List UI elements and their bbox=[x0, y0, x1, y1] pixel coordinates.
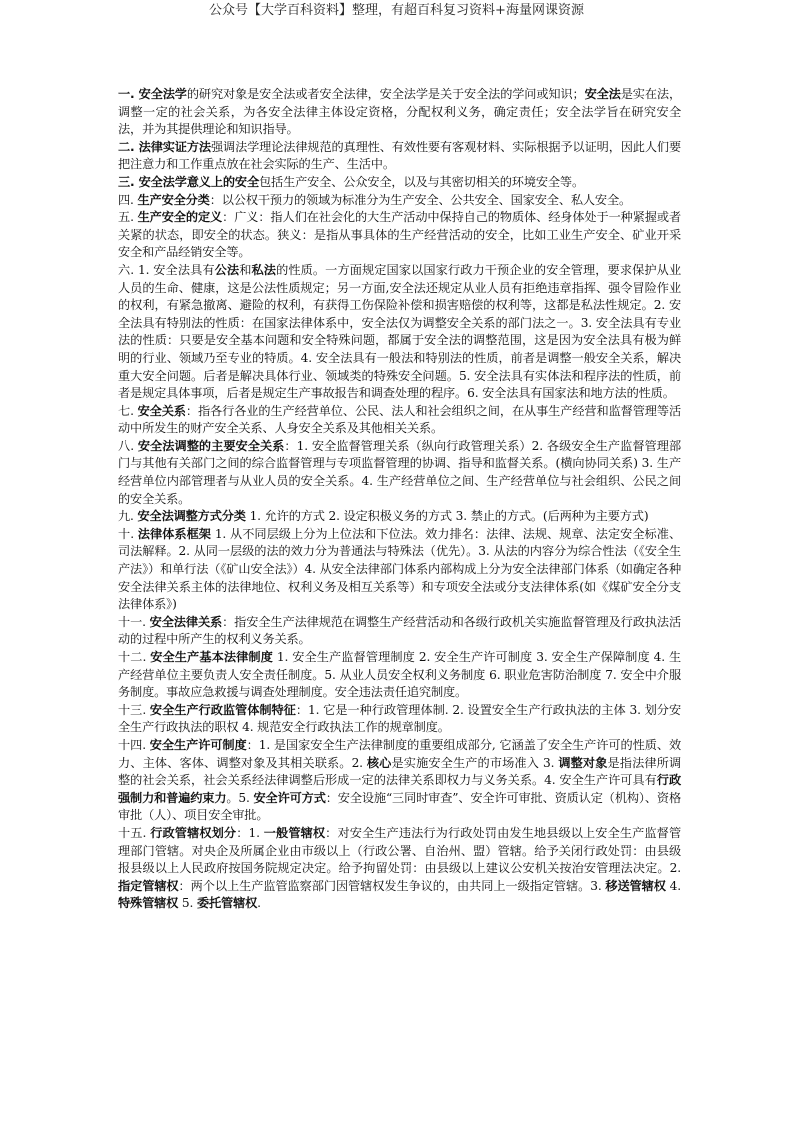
bold-term: 安全关系 bbox=[137, 403, 186, 418]
paragraph-1 bbox=[118, 86, 681, 139]
paragraph-7 bbox=[118, 403, 681, 438]
bold-term: 安全生产行政监管体制特征 bbox=[149, 702, 296, 717]
paragraph-text: 1. 允许的方式 2. 设定积极义务的方式 3. 禁止的方式。(后两种为主要方式) bbox=[245, 509, 649, 524]
paragraph-text: 六. 1. 安全法具有 bbox=[118, 262, 215, 277]
paragraph-5 bbox=[118, 209, 681, 262]
paragraph-14 bbox=[118, 737, 681, 825]
bold-term: 三. 安全法学意义上的安全 bbox=[118, 174, 259, 189]
paragraph-text: ：1. 安全监督管理关系（纵向行政管理关系）2. 各级安全生产监督管理部门与其他有关部门之间的综合监督管理与专项监督管理的协调、指导和监督关系。(横向协同关系) 3. 生产经营单位内部管理者与从业人员的安全关系。4. 生产经营单位之间、生产经营单位与社会组织、公民之间的安全关系。 bbox=[118, 438, 682, 506]
paragraph-11 bbox=[118, 614, 681, 649]
paragraph-text: 十. bbox=[118, 526, 138, 541]
paragraph-text: 是实施安全生产的市场准入 3. bbox=[391, 755, 559, 770]
bold-term: 一般管辖权 bbox=[263, 825, 326, 840]
paragraph-6 bbox=[118, 262, 681, 403]
bold-term: 安全生产许可制度 bbox=[149, 737, 247, 752]
document-body bbox=[118, 86, 681, 913]
paragraph-text: 1. 从不同层级上分为上位法和下位法。效力排名：法律、法规、规章、法定安全标准、司法解释。2. 从同一层级的法的效力分为普通法与特殊法（优先）。3. 从法的内容分为综合性法（《安全生产法》）和单行法（《矿山安全法》）4. 从安全法律部门体系内部构成上分为安全法律部门体系（如确定各种安全法律关系主体的法律地位、权利义务及相互关系等）和专项安全法或分支法律体系(如《煤矿安全分支法律体系》) bbox=[118, 526, 681, 612]
paragraph-8 bbox=[118, 438, 681, 508]
paragraph-3 bbox=[118, 174, 681, 192]
paragraph-text: 十五. bbox=[118, 825, 151, 840]
bold-term: 调整对象 bbox=[558, 755, 608, 770]
paragraph-text: ：安全设施“三同时审查”、安全许可审批、资质认定（机构）、资格审批（人）、项目安全审批。 bbox=[118, 790, 681, 823]
bold-term: 委托管辖权 bbox=[196, 896, 258, 911]
paragraph-4 bbox=[118, 192, 681, 210]
paragraph-text: ：以公权干预力的领域为标准分为生产安全、公共安全、国家安全、私人安全。 bbox=[209, 192, 632, 207]
bold-term: 指定管辖权 bbox=[118, 878, 179, 893]
paragraph-2 bbox=[118, 139, 681, 174]
paragraph-12 bbox=[118, 649, 681, 702]
paragraph-text: 强调法学理论法律规范的真理性、有效性要有客观材料、实际根据予以证明，因此人们要把注意力和工作重点放在社会实际的生产、生活中。 bbox=[118, 139, 681, 172]
paragraph-text: ：1. bbox=[236, 825, 264, 840]
bold-term: 一. bbox=[118, 87, 139, 101]
bold-term: 安全法学 bbox=[138, 87, 187, 101]
bold-term: 核心 bbox=[366, 755, 392, 770]
paragraph-text: 十一. bbox=[118, 614, 150, 629]
paragraph-15 bbox=[118, 825, 681, 913]
paragraph-text: 是指法律所调整的社会关系，社会关系经法律调整后形成一定的法律关系即权力与义务关系。4. 安全生产许可具有 bbox=[118, 755, 682, 788]
bold-term: 法律体系框架 bbox=[137, 526, 211, 541]
paragraph-text: . bbox=[257, 896, 261, 911]
paragraph-text: 1. 安全生产监督管理制度 2. 安全生产许可制度 3. 安全生产保障制度 4. 生产经营单位主要负责人安全责任制度。5. 从业人员安全权利义务制度 6. 职业危害防治制度 7. 安全中介服务制度。事故应急救援与调查处理制度。安全违法责任追究制度。 bbox=[118, 650, 682, 700]
bold-term: 特殊管辖权 bbox=[118, 896, 179, 911]
bold-term: 安全许可方式 bbox=[253, 790, 326, 805]
bold-term: 安全法调整的主要安全关系 bbox=[137, 438, 285, 453]
paragraph-13 bbox=[118, 702, 681, 737]
bold-term: 移送管辖权 bbox=[605, 878, 666, 893]
page-header: 公众号【大学百科资料】整理，有超百科复习资料+海量网课资源 bbox=[209, 3, 584, 18]
bold-term: 安全法 bbox=[584, 87, 621, 101]
paragraph-text: ：广义：指人们在社会化的大生产活动中保持自己的物质体、经身体处于一种紧握或者关紧的状态，即安全的状态。狭义：是指从事具体的生产经营活动的安全，比如工业生产安全、矿业开采安全和产品经销安全等。 bbox=[118, 210, 681, 260]
paragraph-text: ：两个以上生产监管监察部门因管辖权发生争议的，由共同上一级指定管辖。3. bbox=[178, 878, 606, 893]
paragraph-text: 5. bbox=[178, 896, 197, 911]
bold-term: 安全法调整方式分类 bbox=[137, 509, 246, 524]
paragraph-text: ：指安全生产法律规范在调整生产经营活动和各级行政机关实施监督管理及行政执法活动的过程中所产生的权利义务关系。 bbox=[118, 614, 681, 647]
paragraph-text: ：1. 它是一种行政管理体制. 2. 设置安全生产行政执法的主体 3. 划分安全生产行政执法的职权 4. 规范安全行政执法工作的规章制度。 bbox=[118, 702, 682, 735]
paragraph-text: ：对安全生产违法行为行政处罚由发生地县级以上安全生产监督管理部门管辖。对央企及所属企业由市级以上（行政公署、自治州、盟）管辖。给予关闭行政处罚：由县级报县级以上人民政府按国务院规定决定。给予拘留处罚：由县级以上建议公安机关按治安管理法决定。2. bbox=[118, 825, 681, 876]
paragraph-text: 十三. bbox=[118, 702, 150, 717]
paragraph-text: ：1. 是国家安全生产法律制度的重要组成部分, 它涵盖了安全生产许可的性质、效力、主体、客体、调整对象及其相关联系。2. bbox=[118, 737, 681, 770]
bold-term: 私法 bbox=[251, 262, 277, 277]
paragraph-text: 十四. bbox=[118, 737, 150, 752]
paragraph-text: 。5. bbox=[226, 790, 254, 805]
paragraph-text: 八. bbox=[118, 438, 138, 453]
bold-term: 生产安全分类 bbox=[137, 192, 210, 207]
paragraph-10 bbox=[118, 526, 681, 614]
paragraph-text: 包括生产安全、公众安全，以及与其密切相关的环境安全等。 bbox=[259, 174, 585, 189]
paragraph-text: 十二. bbox=[118, 650, 151, 664]
paragraph-text: 的性质。一方面规定国家以国家行政力干预企业的安全管理，要求保护从业人员的生命、健康，这是公法性质规定；另一方面,安全法还规定从业人员有拒绝违章指挥、强令冒险作业的权利，有紧急撤离、避险的权利，有获得工伤保险补偿和损害赔偿的权利等，这都是私法性规定。2. 安全法具有特别法的性质：在国家法律体系中，安全法仅为调整安全关系的部门法之一。3. 安全法具有专业法的性质：只要是安全基本问题和安全特殊问题，都属于安全法的调整范围，这是因为安全法具有极为鲜明的行业、领域乃至专业的特质。4. 安全法具有一般法和特别法的性质，前者是调整一般安全关系，解决重大安全问题。后者是解决具体行业、领域类的特殊安全问题。5. 安全法具有实体法和程序法的性质，前者是规定具体事项，后者是规定生产事故报告和调查处理的程序。6. 安全法具有国家法和地方法的性质。 bbox=[118, 262, 681, 401]
paragraph-text: ：指各行各业的生产经营单位、公民、法人和社会组织之间，在从事生产经营和监督管理等活动中所发生的财产安全关系、人身安全关系及其他相关关系。 bbox=[118, 403, 681, 436]
bold-term: 行政管辖权划分 bbox=[150, 825, 237, 840]
bold-term: 生产安全的定义 bbox=[137, 210, 223, 225]
bold-term: 安全法律关系 bbox=[149, 614, 223, 629]
paragraph-text: 五. bbox=[118, 210, 138, 225]
paragraph-9 bbox=[118, 508, 681, 526]
paragraph-text: 四. bbox=[118, 192, 138, 207]
paragraph-text: 七. bbox=[118, 403, 138, 418]
paragraph-text: 和 bbox=[239, 262, 252, 277]
bold-term: 二. 法律实证方法 bbox=[118, 139, 211, 154]
paragraph-text: 的研究对象是安全法或者安全法律，安全法学是关于安全法的学问或知识； bbox=[186, 87, 585, 101]
bold-term: 行政强制力和普遍约束力 bbox=[118, 773, 681, 805]
bold-term: 安全生产基本法律制度 bbox=[150, 650, 273, 664]
paragraph-text: 九. bbox=[118, 509, 138, 524]
bold-term: 公法 bbox=[214, 262, 240, 277]
paragraph-text: 4. bbox=[665, 878, 682, 893]
paragraph-text: 是实在法，调整一定的社会关系，为各安全法律主体设定资格，分配权利义务，确定责任；安全法学旨在研究安全法，并为其提供理论和知识指导。 bbox=[118, 87, 681, 137]
